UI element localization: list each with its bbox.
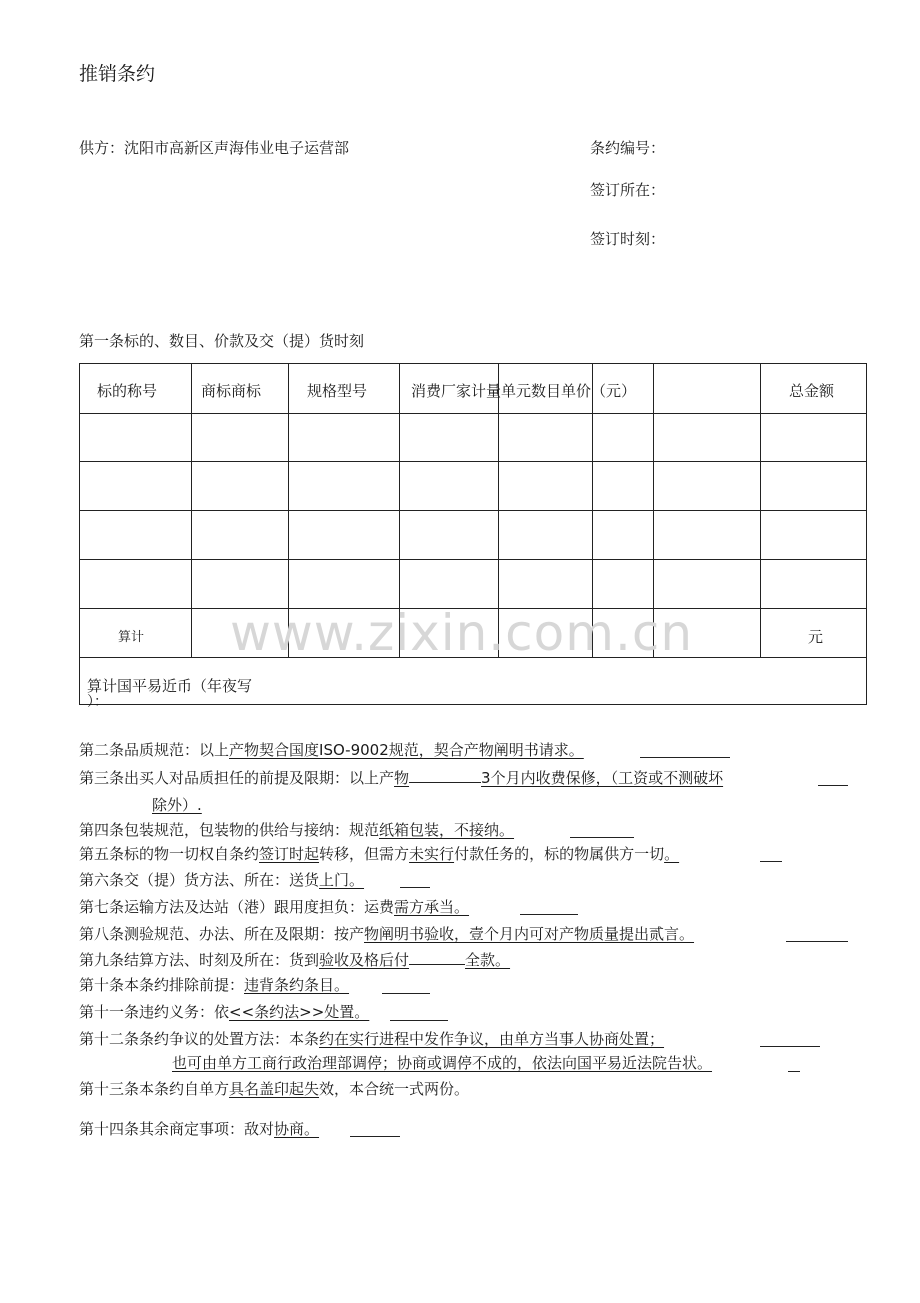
supplier-line: 供方：沈阳市高新区声海伟业电子运营部	[79, 139, 350, 157]
sign-place-label: 签订所在：	[590, 181, 666, 199]
table-row-divider	[80, 413, 866, 414]
sign-time-label: 签订时刻：	[590, 230, 666, 248]
header-trademark: 商标商标	[201, 382, 262, 400]
clause-7: 第七条运输方法及达站（港）跟用度担负：运费需方承当。	[79, 898, 470, 916]
underline	[520, 914, 578, 915]
header-item-name: 标的称号	[97, 382, 158, 400]
underline	[382, 993, 430, 994]
clause-9: 第九条结算方法、时刻及所在：货到验收及格后付 全款。	[79, 951, 511, 969]
underline	[818, 785, 848, 786]
clause-2: 第二条品质规范：以上产物契合国度ISO-9002规范，契合产物阐明书请求。	[79, 741, 584, 759]
total-unit: 元	[808, 628, 824, 646]
clause-1-title: 第一条标的、数目、价款及交（提）货时刻	[79, 332, 365, 350]
underline	[570, 837, 634, 838]
header-total-amount: 总金额	[789, 382, 835, 400]
clause-12: 第十二条条约争议的处置方法：本条约在实行进程中发作争议，由单方当事人协商处置；	[79, 1030, 665, 1048]
table-row-divider	[80, 461, 866, 462]
header-maker-unit-qty-price: 消费厂家计量单元数目单价（元）	[411, 382, 637, 400]
underline	[350, 1136, 400, 1137]
underline	[640, 757, 730, 758]
clause-10: 第十条本条约排除前提：违背条约条目。	[79, 976, 350, 994]
table-row-divider	[80, 510, 866, 511]
clause-8: 第八条测验规范、办法、所在及限期：按产物阐明书验收，壹个月内可对产物质量提出贰言。	[79, 925, 695, 943]
clause-13: 第十三条本条约自单方具名盖印起失效，本合统一式两份。	[79, 1080, 470, 1098]
clause-11: 第十一条违约义务：依<<条约法>>处置。	[79, 1003, 370, 1021]
rmb-uppercase-label-cont: ）：	[87, 694, 108, 710]
clause-5: 第五条标的物一切权自条约签订时起转移，但需方未实行付款任务的，标的物属供方一切。	[79, 845, 680, 863]
table-col-divider	[760, 364, 761, 658]
watermark: www.zixin.com.cn	[230, 604, 694, 662]
clause-3: 第三条出买人对品质担任的前提及限期：以上产物 3个月内收费保修，（工资或不测破坏	[79, 769, 724, 787]
underline	[390, 1020, 448, 1021]
header-spec-model: 规格型号	[307, 382, 368, 400]
rmb-uppercase-label: 算计国平易近币（年夜写	[87, 677, 253, 695]
document-title: 推销条约	[79, 63, 156, 85]
underline	[786, 941, 848, 942]
clause-12-cont: 也可由单方工商行政治理部调停；协商或调停不成的，依法向国平易近法院告状。	[172, 1054, 713, 1072]
underline	[760, 1046, 820, 1047]
clause-14: 第十四条其余商定事项：敌对协商。	[79, 1120, 320, 1138]
table-col-divider	[191, 364, 192, 658]
contract-number-label: 条约编号：	[590, 139, 666, 157]
underline	[760, 861, 782, 862]
clause-6: 第六条交（提）货方法、所在：送货上门。	[79, 871, 365, 889]
underline	[788, 1071, 800, 1072]
underline	[400, 887, 430, 888]
clause-4: 第四条包装规范，包装物的供给与接纳：规范纸箱包装，不接纳。	[79, 821, 515, 839]
clause-3-cont: 除外）.	[152, 796, 202, 814]
total-label: 算计	[118, 630, 145, 645]
table-row-divider	[80, 559, 866, 560]
